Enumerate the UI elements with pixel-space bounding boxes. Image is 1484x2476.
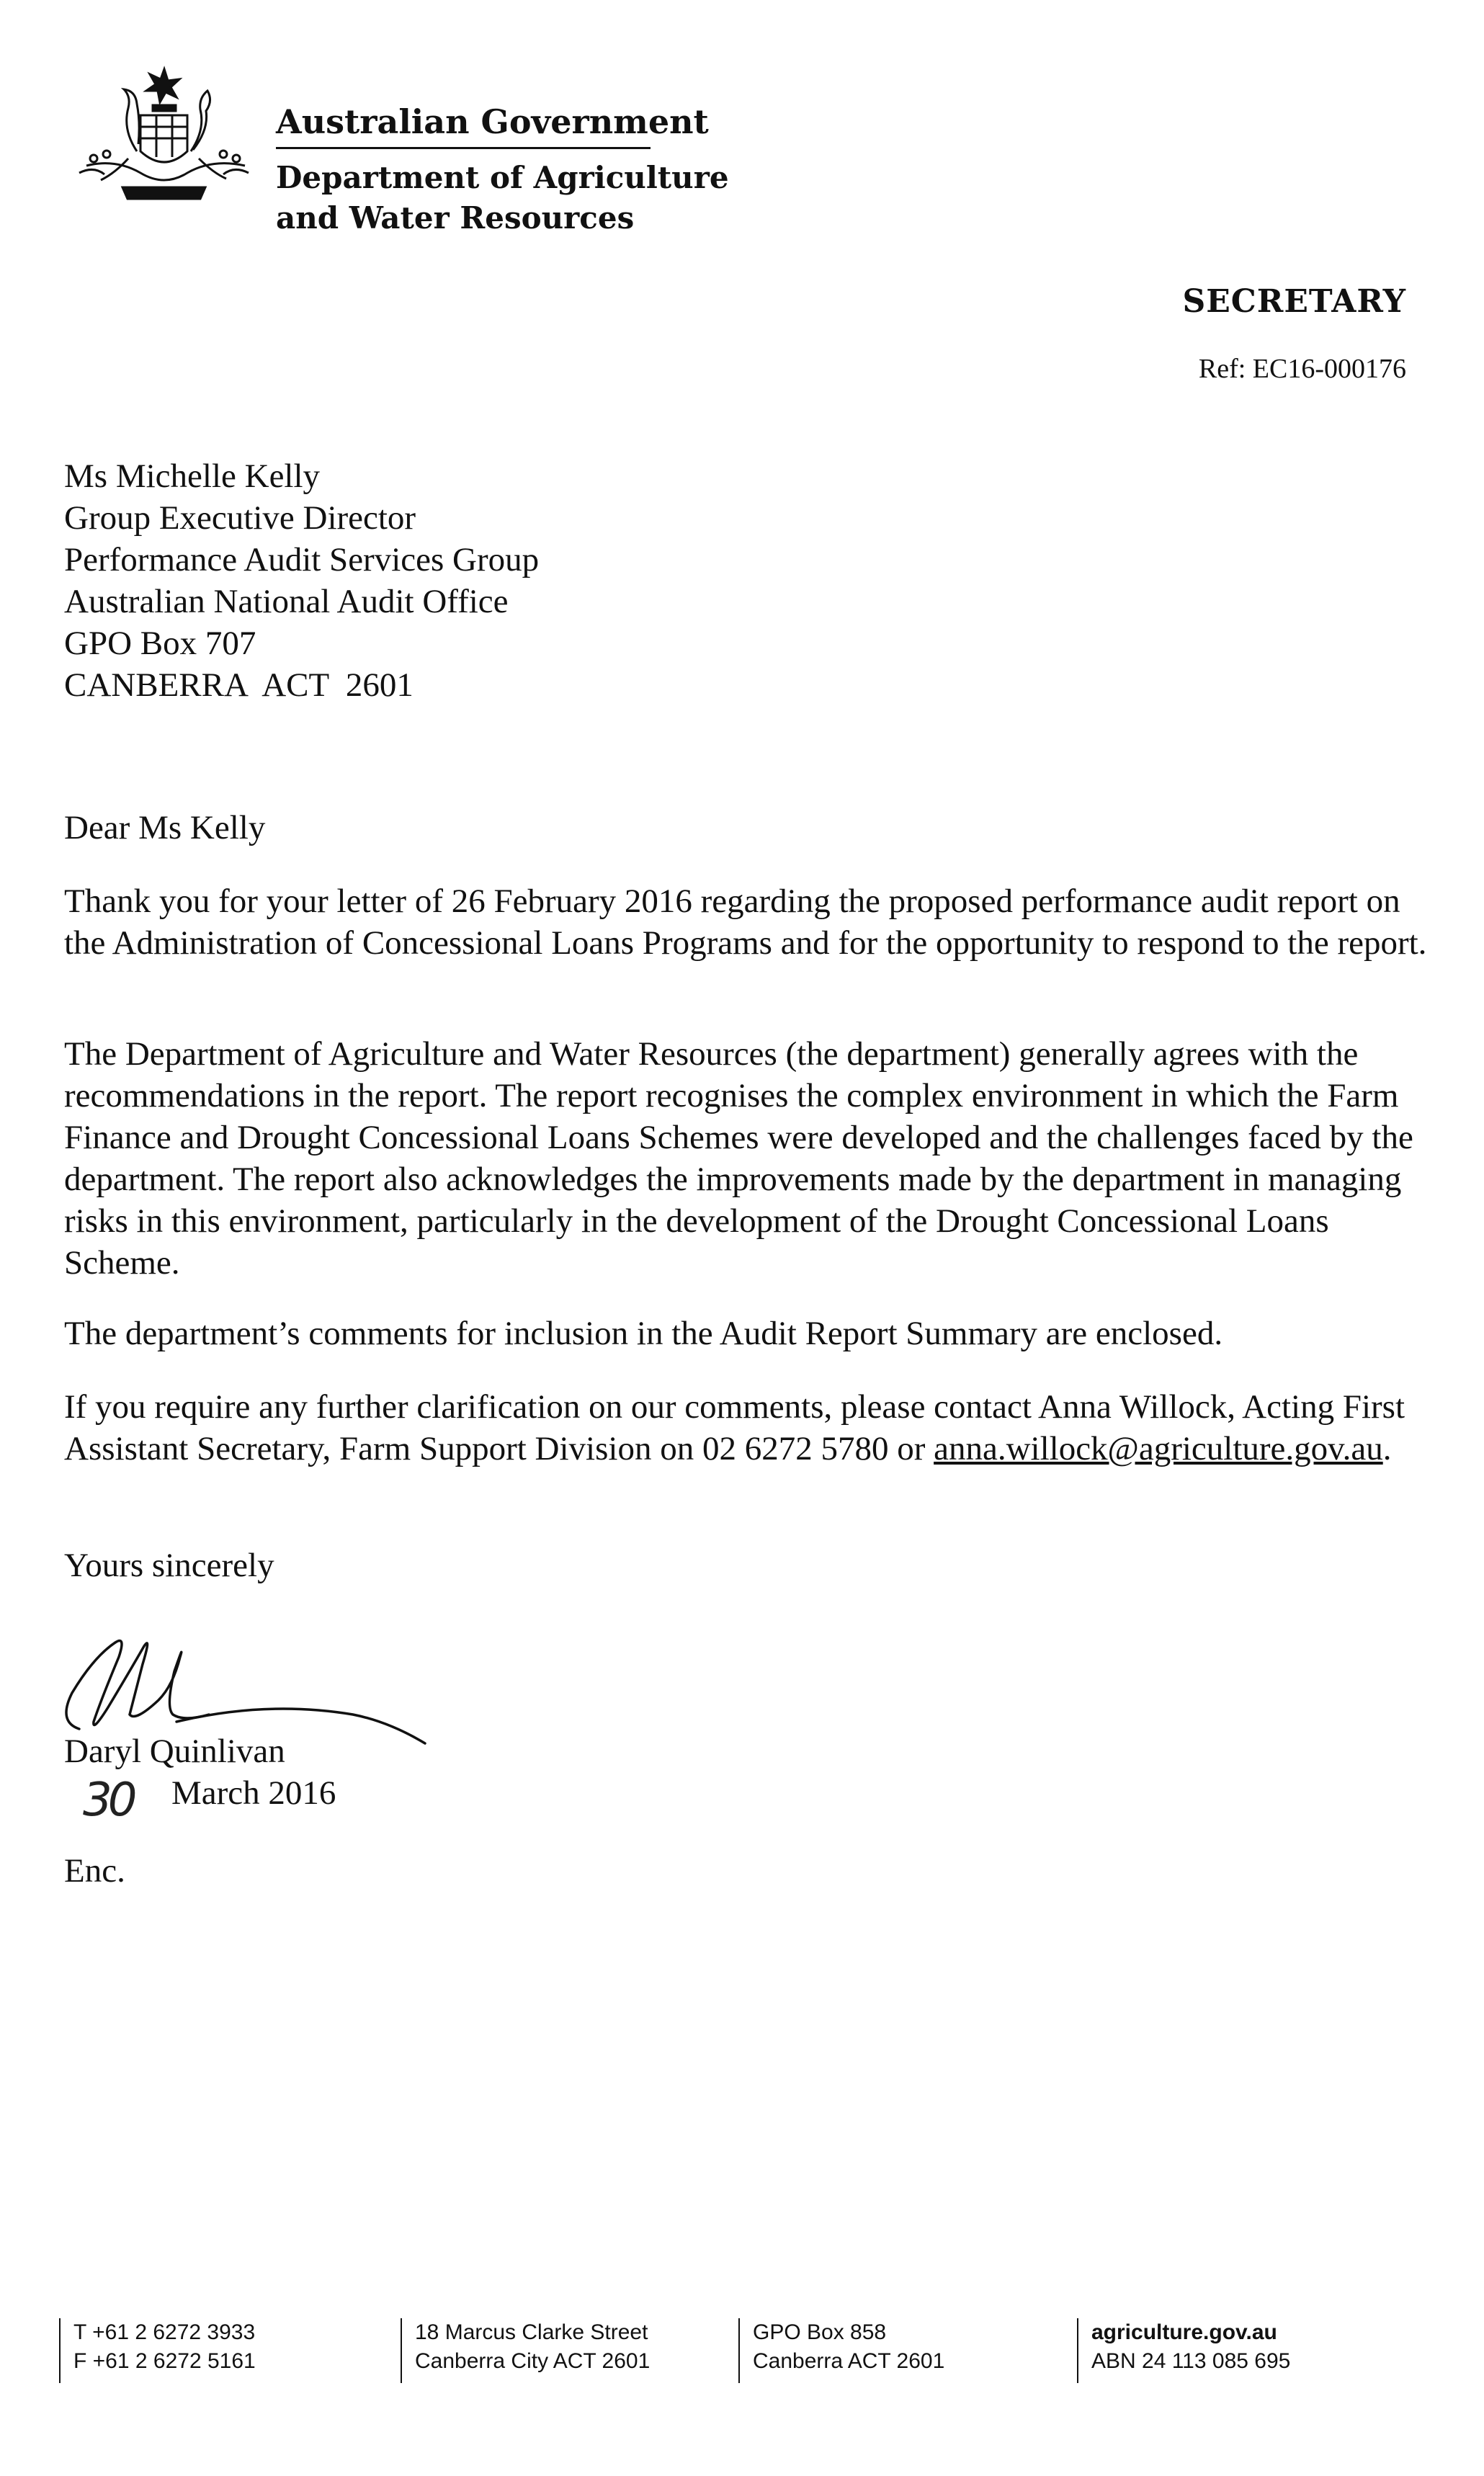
letterhead-divider <box>276 147 651 149</box>
government-title: Australian Government <box>276 102 709 141</box>
address-line: Ms Michelle Kelly <box>64 457 321 495</box>
footer-phone-block <box>59 2318 256 2383</box>
body-paragraph-2: The Department of Agriculture and Water Resources (the department) generally agrees with the recommendations in the report. The report recognises the complex environment in which the Farm Finance and Drought Concessional Loans Schemes were developed and the challenges faced by the department. The report also acknowledges the improvements made by the department in managing risks in this environment, particularly in the development of the Drought Concessional Loans Scheme. <box>64 1035 1413 1282</box>
footer-abn: ABN 24 113 085 695 <box>1091 2349 1291 2373</box>
date-day-handwritten: 30 <box>83 1774 133 1827</box>
footer-street-line2: Canberra City ACT 2601 <box>415 2349 651 2373</box>
enclosure-note: Enc. <box>64 1852 125 1890</box>
salutation: Dear Ms Kelly <box>64 809 266 846</box>
footer-postal-line1: GPO Box 858 <box>753 2320 887 2344</box>
department-name-line1: Department of Agriculture <box>276 160 729 195</box>
footer-web-block <box>1077 2318 1290 2383</box>
contact-text: If you require any further clarification on our comments, please contact Anna Willock, Acting First Assistant Secretary, Farm Support Division on 02 6272 5780 or <box>64 1388 1405 1467</box>
signer-name: Daryl Quinlivan <box>64 1733 285 1770</box>
footer-fax: F +61 2 6272 5161 <box>73 2349 256 2373</box>
department-name-line2: and Water Resources <box>276 200 635 236</box>
footer-postal-line2: Canberra ACT 2601 <box>753 2349 945 2373</box>
recipient-address <box>64 455 539 706</box>
address-line: Australian National Audit Office <box>64 583 509 620</box>
footer-street-block <box>401 2318 650 2383</box>
footer-phone: T +61 2 6272 3933 <box>73 2320 256 2344</box>
body-paragraph-3: The department’s comments for inclusion in the Audit Report Summary are enclosed. <box>64 1315 1223 1352</box>
address-line: GPO Box 707 <box>64 625 256 662</box>
office-title: SECRETARY <box>1182 283 1406 320</box>
footer-postal-block <box>738 2318 944 2383</box>
address-line: Group Executive Director <box>64 499 416 537</box>
address-line: Performance Audit Services Group <box>64 541 540 578</box>
coat-of-arms-icon <box>72 65 256 209</box>
reference-number: Ref: EC16-000176 <box>1198 354 1406 384</box>
contact-email-link[interactable]: anna.willock@agriculture.gov.au <box>934 1430 1383 1467</box>
address-line: CANBERRA ACT 2601 <box>64 666 414 704</box>
footer-website-link[interactable]: agriculture.gov.au <box>1091 2320 1277 2344</box>
email-suffix: . <box>1382 1430 1392 1467</box>
footer-street-line1: 18 Marcus Clarke Street <box>415 2320 648 2344</box>
date-month-year: March 2016 <box>171 1774 336 1812</box>
letterhead-agency <box>276 101 729 238</box>
closing: Yours sincerely <box>64 1547 274 1584</box>
body-paragraph-4 <box>64 1386 1433 1470</box>
body-paragraph-1: Thank you for your letter of 26 February 2016 regarding the proposed performance audit report on the Administration of Concessional Loans Programs and for the opportunity to respond to the report. <box>64 882 1427 962</box>
